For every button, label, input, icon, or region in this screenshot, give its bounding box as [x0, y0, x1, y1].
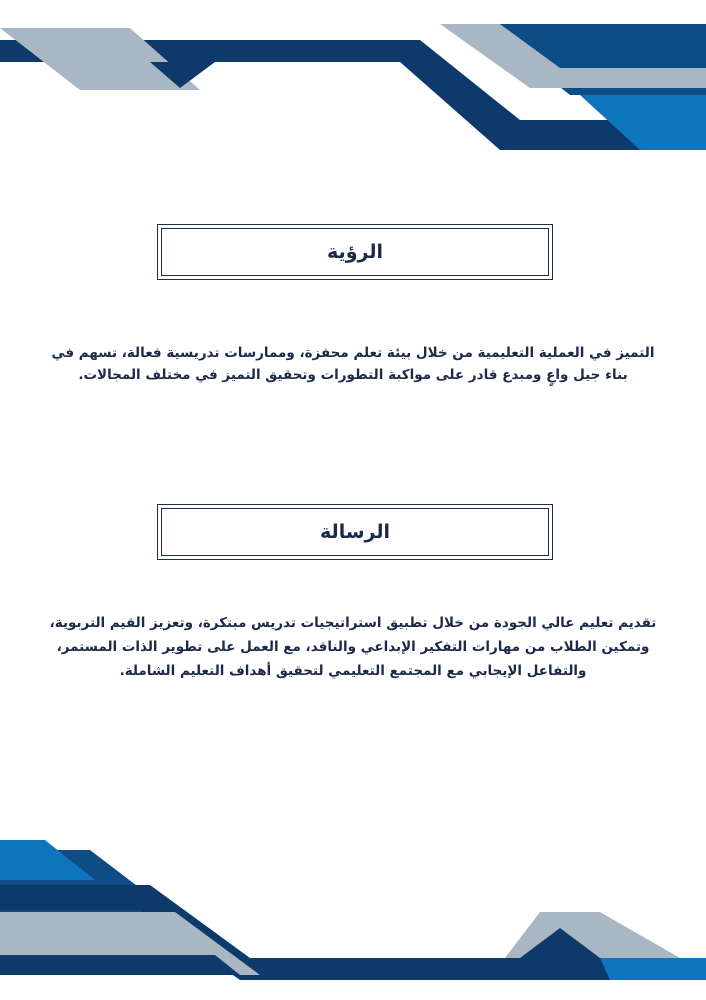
- bottom-right-blue-strip: [600, 958, 706, 980]
- vision-title-box: [157, 224, 553, 280]
- bottom-navy-strip: [0, 955, 240, 975]
- bottom-decorative-band: [0, 840, 706, 1000]
- vision-title: الرؤية: [327, 241, 383, 263]
- mission-title-box: [157, 504, 553, 560]
- top-decorative-band: [0, 0, 706, 160]
- mission-text: تقديم تعليم عالي الجودة من خلال تطبيق استراتيجيات تدريس مبتكرة، وتعزيز القيم التربوية، وتمكين الطلاب من مهارات التفكير الإبداعي والناقد، مع العمل على تطوير الذات المستمر، والتفاعل الإيجابي مع المجتمع التعليمي لتحقيق أهداف التعليم الشاملة.: [49, 615, 657, 679]
- vision-text: التميز في العملية التعليمية من خلال بيئة تعلم محفزة، وممارسات تدريسية فعالة، تسهم في بناء جيل واعٍ ومبدع قادر على مواكبة التطورات وتحقيق التميز في مختلف المجالات.: [51, 345, 655, 383]
- mission-title: الرسالة: [320, 521, 390, 543]
